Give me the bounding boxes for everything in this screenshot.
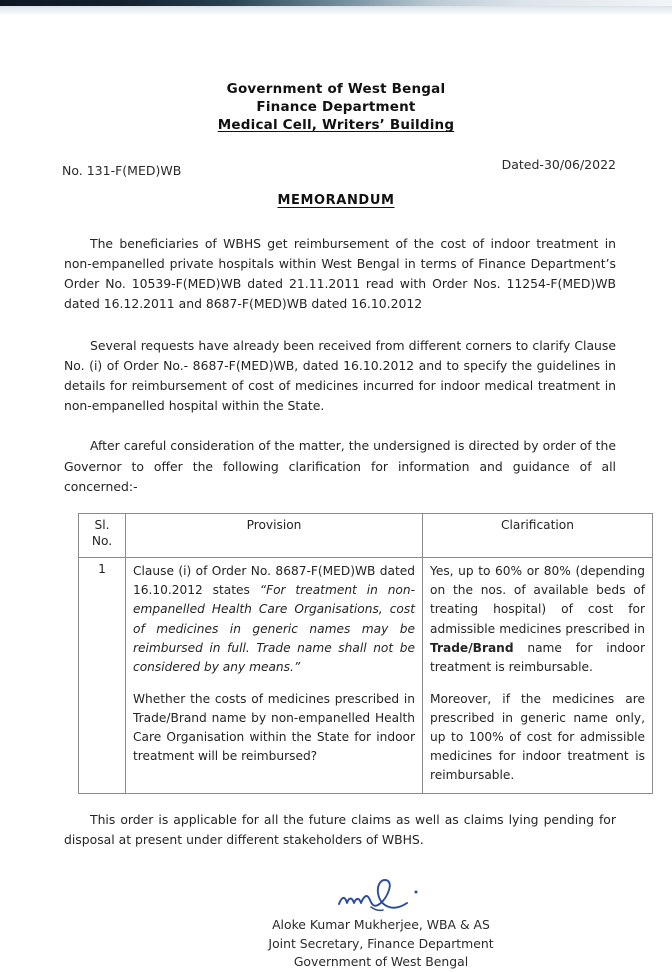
document-body — [64, 234, 616, 497]
signatory-details — [90, 916, 672, 972]
signatory-authority: Government of West Bengal — [293, 954, 469, 970]
table-header-sl-no-line1: Sl. — [94, 517, 110, 532]
table-header-sl-no — [79, 513, 126, 558]
table-row — [79, 558, 653, 793]
table-cell-sl-no: 1 — [79, 558, 126, 793]
signatory-name: Aloke Kumar Mukherjee, WBA & AS — [272, 916, 490, 932]
table-header-provision: Provision — [126, 513, 423, 558]
clarification-table-wrapper — [78, 513, 645, 794]
clarification-table — [78, 513, 653, 794]
table-cell-provision — [126, 558, 423, 793]
reference-row — [0, 157, 672, 179]
paragraph-1: The beneficiaries of WBHS get reimbursement of the cost of indoor treatment in non-empanelled private hospitals within West Bengal in terms of Finance Department’s Order No. 10539-F(MED)WB dated 21.11.2011 read with Order Nos. 11254-F(MED)WB dated 16.12.2011 and 8687-F(MED)WB dated 16.10.2012 — [64, 235, 616, 311]
table-header-clarification: Clarification — [423, 513, 653, 558]
table-header-row — [79, 513, 653, 558]
provision-question: Whether the costs of medicines prescribed in Trade/Brand name by non-empanelled Health Care Organisation within the State for indoor treatment will be reimbursed? — [133, 691, 415, 763]
clarification-trade-brand-emphasis: Trade/Brand — [430, 640, 514, 655]
memo-date: Dated-30/06/2022 — [501, 156, 616, 172]
letterhead-government: Government of West Bengal — [226, 81, 446, 97]
memo-reference-number: No. 131-F(MED)WB — [62, 162, 182, 178]
clarification-part1-a: Yes, up to 60% or 80% (depending on the nos. of available beds of treating hospital) of cost for admissible medicines prescribed in — [430, 564, 645, 636]
paragraph-closing: This order is applicable for all the future claims as well as claims lying pending for disposal at present under different stakeholders of WBHS. — [64, 811, 616, 847]
clarification-part1-b: name for indoor treatment is reimbursable. — [430, 640, 645, 674]
paragraph-3: After careful consideration of the matter, the undersigned is directed by order of the Governor to offer the following clarification for information and guidance of all concerned:- — [64, 438, 616, 494]
provision-lead: Clause (i) of Order No. 8687-F(MED)WB dated 16.10.2012 states — [133, 564, 415, 598]
letterhead-department: Finance Department — [256, 99, 416, 116]
clarification-part-1 — [430, 562, 645, 676]
document-closing — [64, 810, 616, 850]
letterhead-office: Medical Cell, Writers’ Building — [217, 117, 455, 134]
table-cell-clarification — [423, 558, 653, 793]
memorandum-title: MEMORANDUM — [277, 192, 395, 208]
signature-block — [0, 876, 672, 972]
paragraph-2: Several requests have already been received from different corners to clarify Clause No. (i) of Order No.- 8687-F(MED)WB, dated 16.10.2012 and to specify the guidelines in details for reimbursement of cost of medicines incurred for indoor medical treatment in non-empanelled hospital within the State. — [64, 338, 616, 414]
provision-quote: “For treatment in non-empanelled Health Care Organisations, cost of medicines in generic names may be reimbursed in full. Trade name shall not be considered by any means.” — [133, 583, 415, 674]
handwritten-signature-icon — [90, 876, 672, 916]
letterhead — [0, 80, 672, 135]
signatory-designation: Joint Secretary, Finance Department — [268, 935, 494, 951]
clarification-part-2: Moreover, if the medicines are prescribed in generic name only, up to 100% of cost for admissible medicines for indoor treatment is reimbursable. — [430, 691, 645, 782]
table-header-sl-no-line2: No. — [91, 533, 113, 548]
provision-clause-text — [133, 562, 415, 676]
